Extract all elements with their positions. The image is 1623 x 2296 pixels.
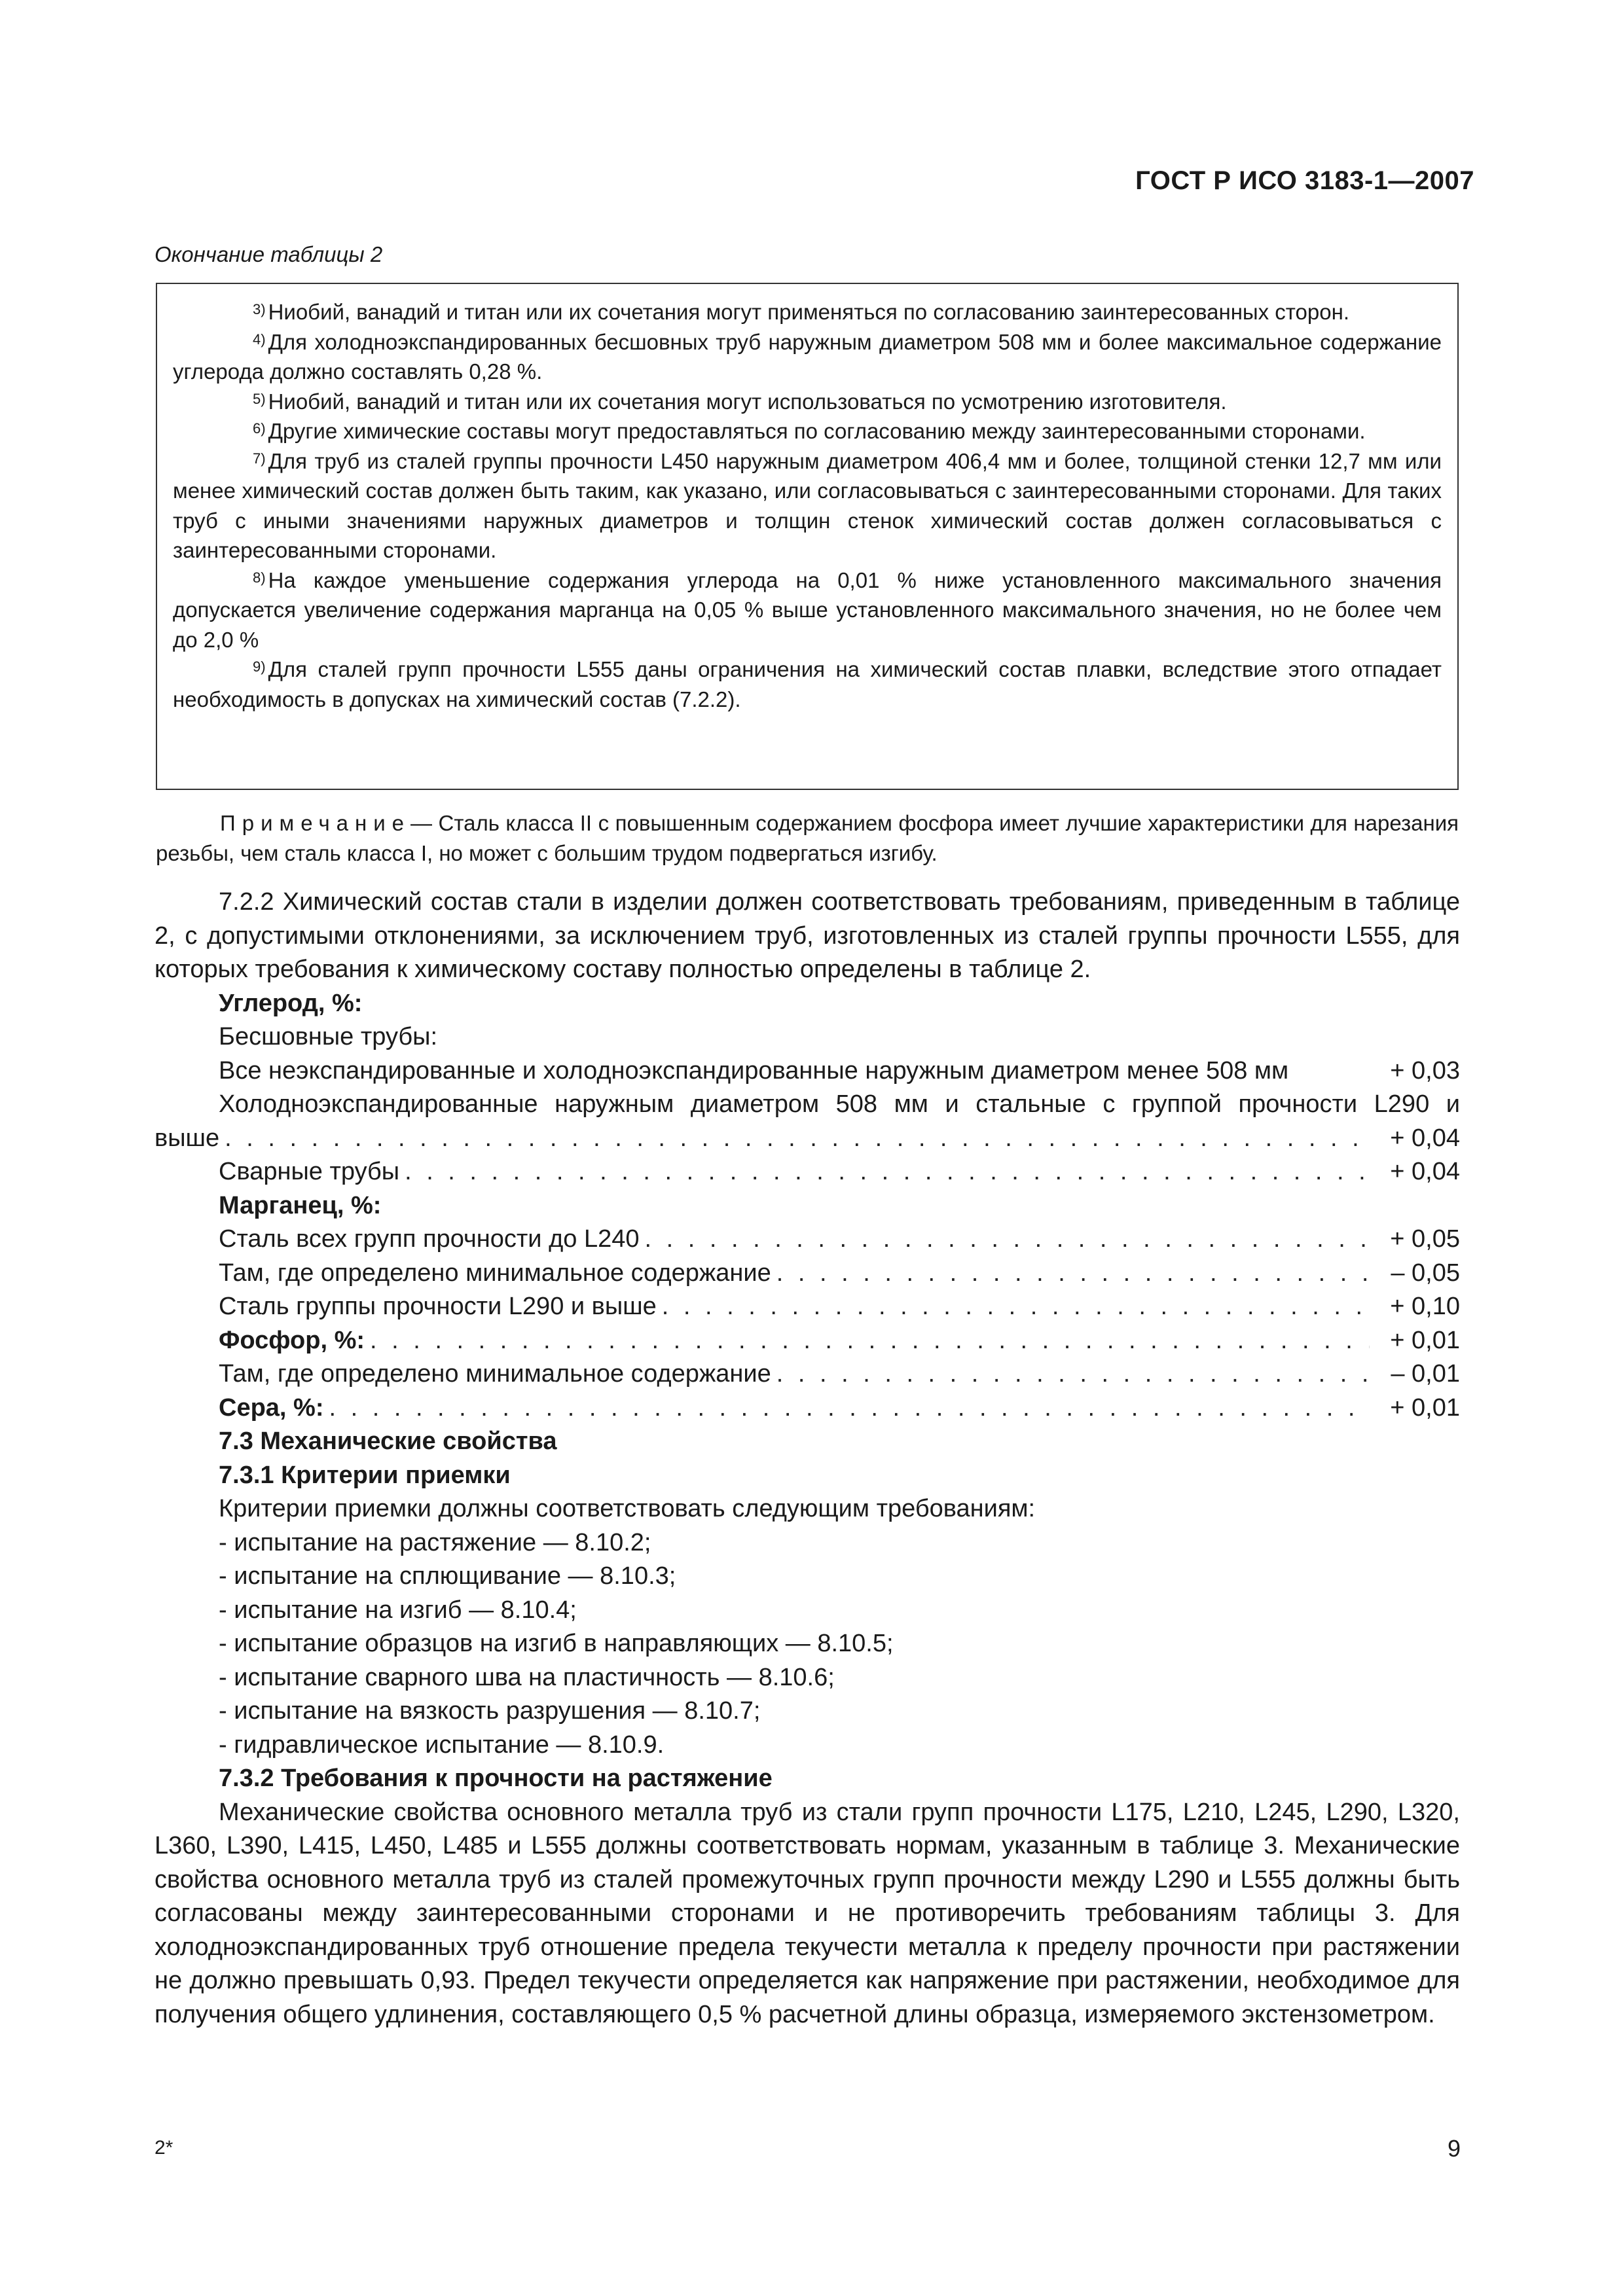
dot-leader: [225, 1122, 1370, 1156]
row-value: – 0,05: [1391, 1259, 1460, 1287]
footnote-number: 9): [253, 658, 266, 675]
manganese-row: [155, 1223, 1460, 1257]
row-label: Там, где определено минимальное содержание: [219, 1360, 771, 1388]
section-7-2-2: 7.2.2 Химический состав стали в изделии должен соответствовать требованиям, приведенным в таблице 2, с допустимыми отклонениями, за исключением труб, изготовленных из сталей группы прочности L555, для которых требования к химическому составу полностью определены в таблице 2.: [155, 888, 1460, 983]
dot-leader: [662, 1290, 1370, 1324]
footnote-text: Для сталей групп прочности L555 даны ограничения на химический состав плавки, вследствие этого отпадает необходимость в допусках на химический состав (7.2.2).: [173, 657, 1442, 711]
remark-label: Примечание: [220, 811, 411, 835]
row-label: Сварные трубы: [219, 1158, 400, 1185]
sheet-mark: 2*: [155, 2137, 173, 2159]
section-7-3-2-heading: 7.3.2 Требования к прочности на растяжение: [219, 1765, 773, 1792]
criteria-item: - испытание на растяжение — 8.10.2;: [219, 1528, 651, 1556]
table-caption: Окончание таблицы 2: [155, 242, 383, 266]
footnote-number: 8): [253, 569, 266, 586]
phosphorus-min-row: [155, 1357, 1460, 1391]
footnote-text: Другие химические составы могут предоставляться по согласованию между заинтересованными сторонами.: [268, 419, 1366, 443]
footnote-number: 3): [253, 301, 266, 317]
row-value: + 0,03: [1390, 1056, 1460, 1085]
dot-leader: [645, 1223, 1370, 1257]
dot-leader: [776, 1257, 1370, 1291]
phosphorus-row: [155, 1324, 1460, 1358]
sulfur-heading: Сера, %:: [219, 1393, 324, 1422]
carbon-heading: Углерод, %:: [219, 989, 363, 1017]
row-value: – 0,01: [1391, 1360, 1460, 1388]
carbon-row-nonexpanded: [155, 1054, 1460, 1088]
dot-leader: [776, 1357, 1370, 1391]
section-7-3-1-heading: 7.3.1 Критерии приемки: [219, 1461, 511, 1489]
row-label: Все неэкспандированные и холодноэкспандированные наружным диаметром менее 508 мм: [219, 1056, 1289, 1085]
footnote-number: 5): [253, 390, 266, 407]
row-label: Там, где определено минимальное содержание: [219, 1259, 771, 1287]
carbon-row-cold-expanded-text: Холодноэкспандированные наружным диаметром 508 мм и стальные с группой прочности L290 и: [219, 1090, 1460, 1118]
criteria-item: - испытание на изгиб — 8.10.4;: [219, 1596, 577, 1624]
phosphorus-heading: Фосфор, %:: [219, 1326, 365, 1354]
seamless-pipes-label: Бесшовные трубы:: [219, 1023, 438, 1050]
dot-leader: [329, 1391, 1370, 1426]
footnote: [173, 297, 1442, 327]
row-value: + 0,04: [1390, 1158, 1460, 1185]
dot-leader: [405, 1155, 1370, 1189]
criteria-item: - испытание на вязкость разрушения — 8.10.7;: [219, 1697, 761, 1725]
row-value: + 0,01: [1390, 1393, 1460, 1422]
row-value: + 0,05: [1390, 1225, 1460, 1253]
footnote-text: Ниобий, ванадий и титан или их сочетания могут применяться по согласованию заинтересованных сторон.: [268, 300, 1349, 324]
row-value: + 0,04: [1390, 1124, 1460, 1152]
sulfur-row: [155, 1391, 1460, 1426]
section-7-3-heading: 7.3 Механические свойства: [219, 1427, 557, 1455]
criteria-item: - гидравлическое испытание — 8.10.9.: [219, 1731, 665, 1759]
table-footnotes-box: [156, 283, 1459, 790]
carbon-row-welded: [155, 1155, 1460, 1189]
footnote-number: 7): [253, 450, 266, 467]
row-label: Сталь всех групп прочности до L240: [219, 1225, 640, 1253]
row-label: выше: [155, 1124, 220, 1152]
manganese-row: [155, 1257, 1460, 1291]
footnote-text: Для холодноэкспандированных бесшовных труб наружным диаметром 508 мм и более максимальное содержание углерода должно составлять 0,28 %.: [173, 329, 1442, 384]
manganese-heading: Марганец, %:: [219, 1191, 382, 1219]
criteria-intro: Критерии приемки должны соответствовать следующим требованиям:: [219, 1495, 1036, 1522]
footnote-text: Ниобий, ванадий и титан или их сочетания могут использоваться по усмотрению изготовителя.: [268, 389, 1227, 414]
footnote: [173, 387, 1442, 417]
footnote: [173, 655, 1442, 714]
remark-text: — Сталь класса II с повышенным содержанием фосфора имеет лучшие характеристики для нарезания резьбы, чем сталь класса I, но может с большим трудом подвергаться изгибу.: [156, 811, 1459, 865]
section-7-3-2-text: Механические свойства основного металла труб из стали групп прочности L175, L210, L245, L290, L320, L360, L390, L415, L450, L485 и L555 должны соответствовать нормам, указанным в таблице 3. Механические свойства основного металла труб из сталей промежуточных групп прочности между L290 и L555 должны быть согласованы между заинтересованными сторонами и не противоречить требованиям таблицы 3. Для холодноэкспандированных труб отношение предела текучести металла к пределу прочности при растяжении не должно превышать 0,93. Предел текучести определяется как напряжение при растяжении, необходимое для получения общего удлинения, составляющего 0,5 % расчетной длины образца, измеряемого экстензометром.: [155, 1798, 1460, 2028]
manganese-row: [155, 1290, 1460, 1324]
criteria-item: - испытание образцов на изгиб в направляющих — 8.10.5;: [219, 1630, 894, 1657]
footnote-text: Для труб из сталей группы прочности L450 наружным диаметром 406,4 мм и более, толщиной стенки 12,7 мм или менее химический состав должен быть таким, как указано, или согласовываться с заинтересованными сторонами. Для таких труб с иными значениями наружных диаметров и толщин стенок химический состав должен согласовываться с заинтересованными сторонами.: [173, 448, 1442, 562]
page-number: 9: [1447, 2135, 1461, 2162]
dot-leader: [370, 1324, 1370, 1358]
footnote: [173, 565, 1442, 655]
footnote: [173, 327, 1442, 387]
criteria-item: - испытание на сплющивание — 8.10.3;: [219, 1562, 676, 1590]
carbon-row-cold-expanded: [155, 1122, 1460, 1156]
row-value: + 0,10: [1390, 1293, 1460, 1320]
main-text: [155, 886, 1460, 2032]
footnote-number: 4): [253, 331, 266, 348]
criteria-item: - испытание сварного шва на пластичность — 8.10.6;: [219, 1663, 835, 1691]
footnote: [173, 416, 1442, 446]
footnote-text: На каждое уменьшение содержания углерода на 0,01 % ниже установленного максимального значения допускается увеличение содержания марганца на 0,05 % выше установленного максимального значения, но не более чем до 2,0 %: [173, 567, 1442, 652]
footnote-number: 6): [253, 420, 266, 437]
row-value: + 0,01: [1390, 1326, 1460, 1354]
remark-note: [156, 808, 1459, 869]
footnote: [173, 446, 1442, 565]
row-label: Сталь группы прочности L290 и выше: [219, 1293, 657, 1320]
standard-header: ГОСТ Р ИСО 3183-1—2007: [1135, 166, 1474, 195]
